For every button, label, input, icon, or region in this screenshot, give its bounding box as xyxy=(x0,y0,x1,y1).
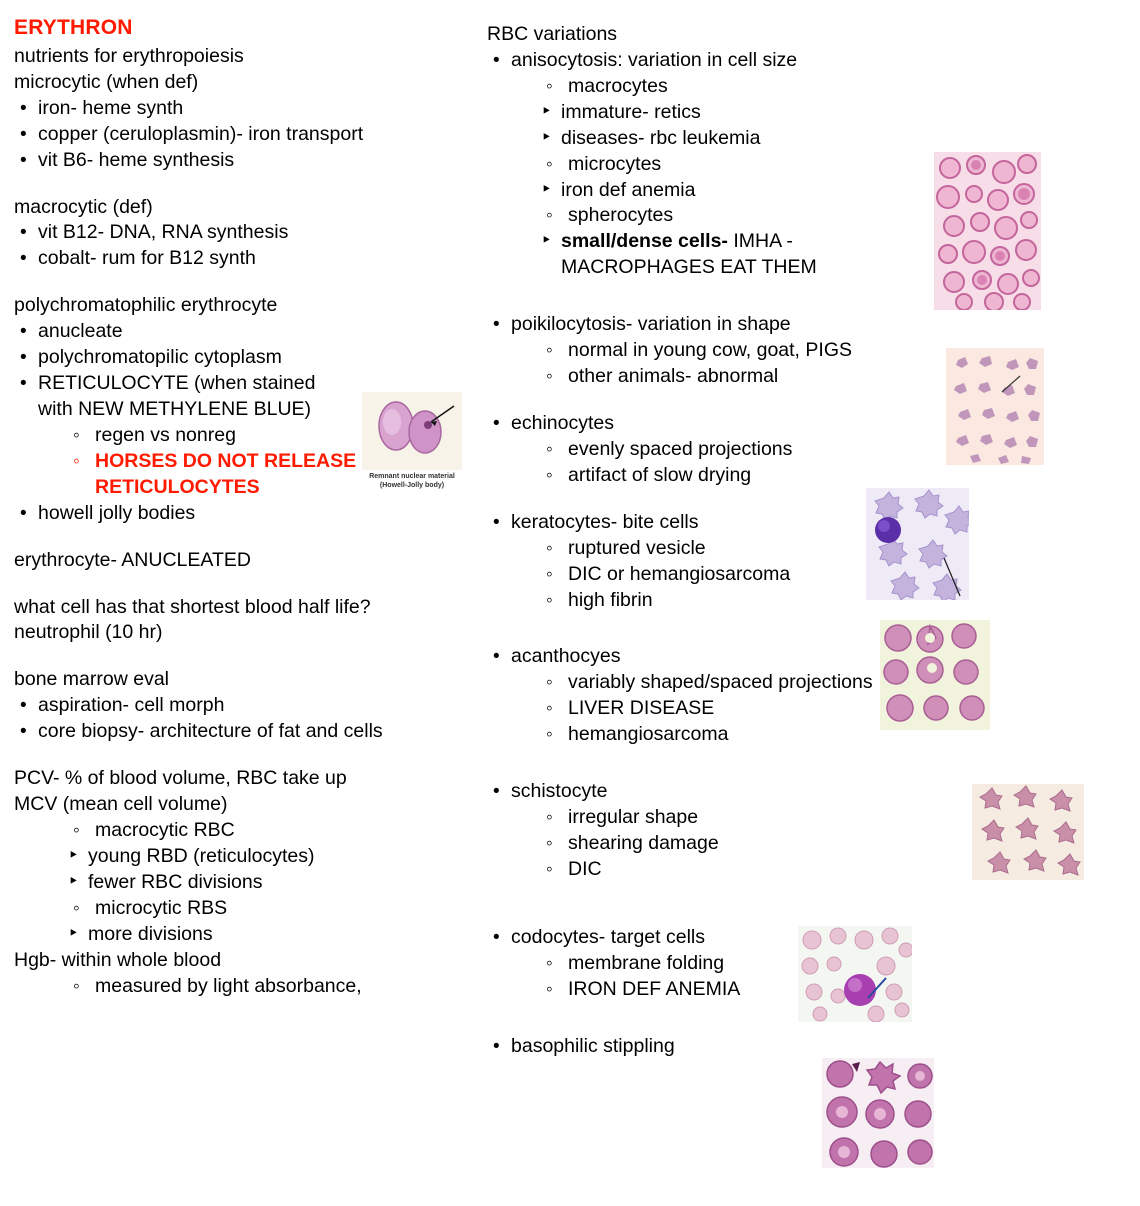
acanthocytes-list xyxy=(487,644,1127,670)
list-item: ‣ diseases- rbc leukemia xyxy=(539,126,1127,152)
list-item: ◦ macrocytic RBC xyxy=(71,818,466,844)
list-item: • vit B6- heme synthesis xyxy=(14,148,466,174)
macrocytic-rbc-sublist xyxy=(14,844,466,896)
list-item: • polychromatopilic cytoplasm xyxy=(14,345,466,371)
spacer xyxy=(14,527,466,548)
howell-jolly-body-image xyxy=(362,392,462,492)
bonemarrow-list xyxy=(14,693,466,745)
microcytic-list xyxy=(14,96,466,174)
list-item: • core biopsy- architecture of fat and cells xyxy=(14,719,458,745)
list-item: ◦ microcytic RBS xyxy=(71,896,466,922)
echinocytes-smear-svg xyxy=(866,488,969,600)
list-item: ◦ DIC or hemangiosarcoma xyxy=(544,562,1127,588)
list-item: ◦ measured by light absorbance, xyxy=(71,974,466,1000)
left-column xyxy=(14,14,466,999)
list-item: • RETICULOCYTE (when stained with NEW METHYLENE BLUE) xyxy=(14,371,338,423)
list-item: ◦ shearing damage xyxy=(544,831,1127,857)
page-title: ERYTHRON xyxy=(14,16,133,39)
spacer xyxy=(487,489,1127,510)
list-item: • copper (ceruloplasmin)- iron transport xyxy=(14,122,466,148)
list-item: ◦ high fibrin xyxy=(544,588,1127,614)
spacer xyxy=(14,646,466,667)
schistocyte-smear-svg xyxy=(798,926,912,1022)
list-item: ◦ regen vs nonreg xyxy=(71,423,466,449)
anisocytosis-list xyxy=(487,48,1127,74)
hgb-sublist xyxy=(14,974,466,1000)
list-item: ◦ evenly spaced projections xyxy=(544,437,1127,463)
spacer xyxy=(14,272,466,293)
list-item: ‣ immature- retics xyxy=(539,100,1127,126)
polychromatophilic-heading: polychromatophilic erythrocyte xyxy=(14,294,278,317)
basophilic-list xyxy=(487,1034,1127,1060)
codocytes-smear-svg xyxy=(822,1058,934,1168)
macrocytic-heading: macrocytic (def) xyxy=(14,195,153,218)
aniso-sublist-1 xyxy=(487,74,1127,100)
list-item: ◦ ruptured vesicle xyxy=(544,536,1127,562)
howell-jolly-svg xyxy=(362,392,462,470)
spacer xyxy=(487,613,1127,634)
acantho-sublist xyxy=(487,670,1127,748)
bonemarrow-heading: bone marrow eval xyxy=(14,668,169,691)
howell-jolly-caption-line2: (Howell-Jolly body) xyxy=(379,482,445,489)
schistocyte-smear-image xyxy=(798,926,912,1030)
list-item: ◦ hemangiosarcoma xyxy=(544,722,1127,748)
spherocyte-bold-text: small/dense cells- xyxy=(561,230,728,253)
list-item: • poikilocytosis- variation in shape xyxy=(487,312,1127,338)
list-item: ◦ variably shaped/spaced projections xyxy=(544,670,1127,696)
howell-jolly-caption-line1: Remnant nuclear material xyxy=(369,473,455,480)
list-item: • anisocytosis: variation in cell size xyxy=(487,48,1127,74)
microcytic-heading: microcytic (when def) xyxy=(14,70,199,93)
list-item: • codocytes- target cells xyxy=(487,925,1127,951)
spacer xyxy=(487,634,1127,644)
keratocytes-list xyxy=(487,510,1127,536)
list-item xyxy=(539,229,911,281)
acanthocytes-smear-image xyxy=(972,784,1084,888)
list-item: ◦ other animals- abnormal xyxy=(544,364,1127,390)
list-item-horses: ◦ HORSES DO NOT RELEASE RETICULOCYTES xyxy=(71,449,425,501)
list-item: ‣ more divisions xyxy=(66,922,466,948)
list-item: ◦ IRON DEF ANEMIA xyxy=(544,977,1127,1003)
list-item: • basophilic stippling xyxy=(487,1034,1127,1060)
list-item: ◦ spherocytes xyxy=(544,203,1127,229)
howell-list xyxy=(14,501,466,527)
list-item: ◦ macrocytes xyxy=(544,74,1127,100)
erythrocyte-line: erythrocyte- ANUCLEATED xyxy=(14,548,251,571)
spherocytes-smear-svg xyxy=(934,152,1041,310)
list-item: • acanthocyes xyxy=(487,644,1127,670)
spacer xyxy=(14,745,466,766)
microcytic-rbs-sublist xyxy=(14,922,466,948)
list-item: ◦ irregular shape xyxy=(544,805,1127,831)
mcv-line: MCV (mean cell volume) xyxy=(14,793,228,816)
macrocytes-sublist xyxy=(487,100,1127,152)
list-item: • aspiration- cell morph xyxy=(14,693,466,719)
macrocytic-list xyxy=(14,220,466,272)
halflife-line: what cell has that shortest blood half life? neutrophil (10 hr) xyxy=(14,595,371,644)
acanthocytes-smear-svg xyxy=(972,784,1084,880)
keratocytes-smear-svg xyxy=(880,620,990,730)
list-item: ◦ artifact of slow drying xyxy=(544,463,1127,489)
spacer xyxy=(487,769,1127,779)
spacer xyxy=(14,574,466,595)
list-item: • keratocytes- bite cells xyxy=(487,510,1127,536)
pcv-line: PCV- % of blood volume, RBC take up xyxy=(14,767,347,790)
spherocytes-smear-image xyxy=(934,152,1041,318)
list-item: • anucleate xyxy=(14,319,466,345)
list-item: • schistocyte xyxy=(487,779,1127,805)
kerato-sublist xyxy=(487,536,1127,614)
codocytes-smear-image xyxy=(822,1058,934,1176)
echinocytes-smear-image xyxy=(866,488,969,608)
list-item: ‣ fewer RBC divisions xyxy=(66,870,466,896)
spacer xyxy=(14,174,466,195)
hgb-line: Hgb- within whole blood xyxy=(14,948,222,971)
list-item: • cobalt- rum for B12 synth xyxy=(14,246,466,272)
list-item: • echinocytes xyxy=(487,411,1127,437)
spacer xyxy=(487,748,1127,769)
list-item: ‣ iron def anemia xyxy=(539,178,1127,204)
poikilocytosis-smear-image xyxy=(946,348,1044,473)
list-item: ◦ DIC xyxy=(544,857,1127,883)
list-item: • iron- heme synth xyxy=(14,96,466,122)
nutrients-line: nutrients for erythropoiesis xyxy=(14,44,244,67)
spacer xyxy=(487,904,1127,925)
rbc-variations-heading: RBC variations xyxy=(487,23,618,45)
list-item: • howell jolly bodies xyxy=(14,501,466,527)
spherocyte-rest-text: IMHA - MACROPHAGES EAT THEM xyxy=(561,230,817,279)
list-item: ◦ microcytes xyxy=(544,152,1127,178)
list-item: • vit B12- DNA, RNA synthesis xyxy=(14,220,466,246)
list-item: ‣ young RBD (reticulocytes) xyxy=(66,844,466,870)
list-item: ◦ membrane folding xyxy=(544,951,1127,977)
mcv-list-2 xyxy=(14,896,466,922)
list-item: ◦ LIVER DISEASE xyxy=(544,696,1127,722)
keratocytes-smear-image xyxy=(880,620,990,738)
mcv-list xyxy=(14,818,466,844)
list-item: ◦ normal in young cow, goat, PIGS xyxy=(544,338,1127,364)
poikilocytosis-smear-svg xyxy=(946,348,1044,465)
